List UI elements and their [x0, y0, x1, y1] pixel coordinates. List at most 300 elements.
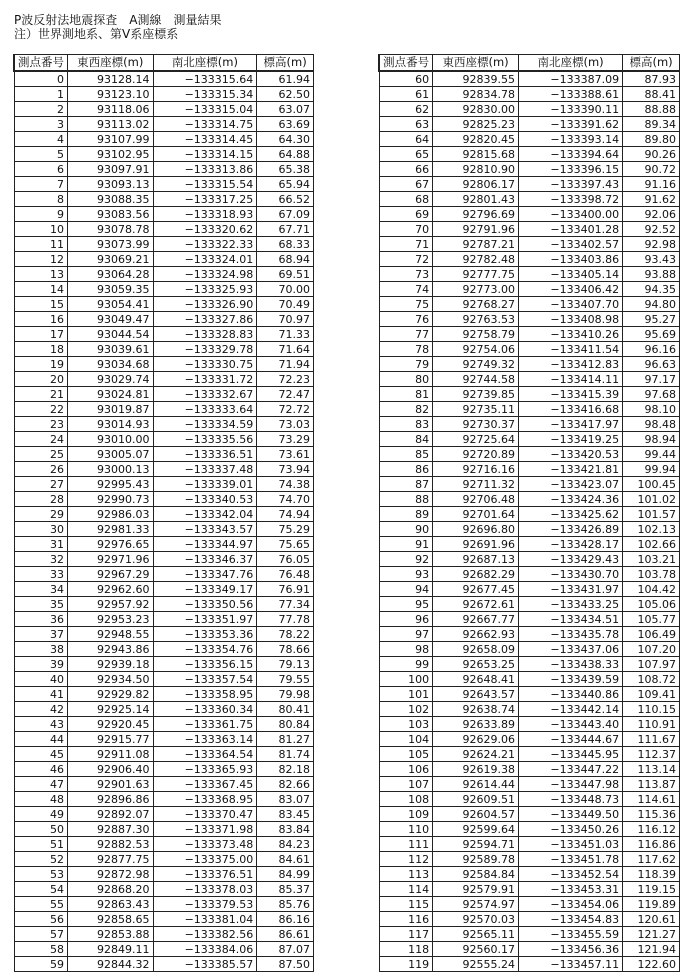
point-number-cell: 31	[14, 537, 67, 552]
elevation-cell: 82.66	[257, 777, 314, 792]
table-row	[379, 822, 680, 837]
northing-cell: −133447.22	[519, 762, 623, 777]
northing-cell: −133347.76	[153, 567, 257, 582]
easting-cell: 92971.96	[67, 552, 153, 567]
northing-cell: −133315.54	[153, 177, 257, 192]
northing-cell: −133443.40	[519, 717, 623, 732]
northing-cell: −133354.76	[153, 642, 257, 657]
point-number-cell: 13	[14, 267, 67, 282]
easting-cell: 92706.48	[433, 492, 519, 507]
table-row	[14, 522, 314, 537]
point-number-cell: 33	[14, 567, 67, 582]
elevation-cell: 87.50	[257, 957, 314, 972]
point-number-cell: 25	[14, 447, 67, 462]
table-row	[14, 492, 314, 507]
easting-cell: 93054.41	[67, 297, 153, 312]
point-number-cell: 17	[14, 327, 67, 342]
elevation-cell: 77.78	[257, 612, 314, 627]
easting-cell: 92957.92	[67, 597, 153, 612]
point-number-cell: 7	[14, 177, 67, 192]
elevation-cell: 80.84	[257, 717, 314, 732]
elevation-cell: 68.94	[257, 252, 314, 267]
table-row	[14, 612, 314, 627]
table-row	[379, 552, 680, 567]
easting-cell: 92653.25	[433, 657, 519, 672]
table-row	[14, 507, 314, 522]
coordinate-system-note: 注）世界測地系、第Ⅴ系座標系	[14, 27, 179, 41]
point-number-cell: 16	[14, 312, 67, 327]
point-number-cell: 117	[379, 927, 433, 942]
easting-cell: 92735.11	[433, 402, 519, 417]
easting-cell: 92882.53	[67, 837, 153, 852]
table-row	[379, 642, 680, 657]
table-row	[14, 687, 314, 702]
table-row	[379, 387, 680, 402]
northing-cell: −133421.81	[519, 462, 623, 477]
northing-cell: −133365.93	[153, 762, 257, 777]
northing-cell: −133379.53	[153, 897, 257, 912]
elevation-cell: 76.48	[257, 567, 314, 582]
northing-cell: −133410.26	[519, 327, 623, 342]
point-number-cell: 2	[14, 102, 67, 117]
table-row	[379, 162, 680, 177]
elevation-cell: 115.36	[623, 807, 680, 822]
point-number-cell: 87	[379, 477, 433, 492]
northing-cell: −133440.86	[519, 687, 623, 702]
point-number-cell: 47	[14, 777, 67, 792]
elevation-cell: 100.45	[623, 477, 680, 492]
northing-cell: −133454.06	[519, 897, 623, 912]
easting-cell: 93019.87	[67, 402, 153, 417]
northing-cell: −133414.11	[519, 372, 623, 387]
northing-cell: −133326.90	[153, 297, 257, 312]
elevation-cell: 105.06	[623, 597, 680, 612]
table-row	[379, 282, 680, 297]
northing-cell: −133361.75	[153, 717, 257, 732]
northing-cell: −133428.17	[519, 537, 623, 552]
point-number-cell: 81	[379, 387, 433, 402]
elevation-cell: 121.27	[623, 927, 680, 942]
table-row	[379, 402, 680, 417]
northing-cell: −133426.89	[519, 522, 623, 537]
northing-cell: −133314.45	[153, 132, 257, 147]
point-number-cell: 80	[379, 372, 433, 387]
easting-cell: 92648.41	[433, 672, 519, 687]
easting-cell: 92877.75	[67, 852, 153, 867]
elevation-cell: 95.69	[623, 327, 680, 342]
northing-cell: −133382.56	[153, 927, 257, 942]
easting-cell: 92716.16	[433, 462, 519, 477]
table-row	[379, 267, 680, 282]
easting-cell: 92830.00	[433, 102, 519, 117]
elevation-cell: 116.86	[623, 837, 680, 852]
point-number-cell: 54	[14, 882, 67, 897]
elevation-cell: 66.52	[257, 192, 314, 207]
table-row	[379, 762, 680, 777]
elevation-cell: 61.94	[257, 71, 314, 87]
elevation-cell: 108.72	[623, 672, 680, 687]
table-row	[379, 582, 680, 597]
northing-cell: −133408.98	[519, 312, 623, 327]
point-number-cell: 93	[379, 567, 433, 582]
point-number-cell: 61	[379, 87, 433, 102]
point-number-cell: 57	[14, 927, 67, 942]
northing-cell: −133349.17	[153, 582, 257, 597]
easting-cell: 92754.06	[433, 342, 519, 357]
table-row	[379, 867, 680, 882]
northing-cell: −133385.57	[153, 957, 257, 972]
table-row	[14, 822, 314, 837]
point-number-cell: 77	[379, 327, 433, 342]
table-row	[14, 147, 314, 162]
elevation-cell: 81.74	[257, 747, 314, 762]
point-number-cell: 118	[379, 942, 433, 957]
elevation-cell: 94.35	[623, 282, 680, 297]
easting-cell: 93064.28	[67, 267, 153, 282]
point-number-cell: 62	[379, 102, 433, 117]
easting-cell: 92555.24	[433, 957, 519, 972]
northing-cell: −133405.14	[519, 267, 623, 282]
point-number-cell: 58	[14, 942, 67, 957]
point-number-cell: 3	[14, 117, 67, 132]
easting-cell: 92810.90	[433, 162, 519, 177]
elevation-cell: 105.77	[623, 612, 680, 627]
northing-cell: −133317.25	[153, 192, 257, 207]
point-number-cell: 26	[14, 462, 67, 477]
easting-cell: 92925.14	[67, 702, 153, 717]
table-row	[14, 597, 314, 612]
point-number-cell: 108	[379, 792, 433, 807]
northing-cell: −133364.54	[153, 747, 257, 762]
northing-cell: −133376.51	[153, 867, 257, 882]
northing-cell: −133344.97	[153, 537, 257, 552]
point-number-cell: 107	[379, 777, 433, 792]
northing-cell: −133442.14	[519, 702, 623, 717]
point-number-cell: 40	[14, 672, 67, 687]
elevation-cell: 99.44	[623, 447, 680, 462]
elevation-cell: 91.16	[623, 177, 680, 192]
point-number-cell: 92	[379, 552, 433, 567]
table-row	[379, 747, 680, 762]
elevation-cell: 83.07	[257, 792, 314, 807]
elevation-cell: 82.18	[257, 762, 314, 777]
northing-cell: −133394.64	[519, 147, 623, 162]
northing-cell: −133353.36	[153, 627, 257, 642]
elevation-cell: 73.61	[257, 447, 314, 462]
elevation-cell: 74.94	[257, 507, 314, 522]
table-row	[14, 267, 314, 282]
northing-cell: −133454.83	[519, 912, 623, 927]
easting-cell: 92691.96	[433, 537, 519, 552]
point-number-cell: 1	[14, 87, 67, 102]
easting-cell: 92730.37	[433, 417, 519, 432]
easting-cell: 93123.10	[67, 87, 153, 102]
table-row	[379, 207, 680, 222]
easting-cell: 92967.29	[67, 567, 153, 582]
point-number-cell: 95	[379, 597, 433, 612]
table-row	[14, 237, 314, 252]
northing-cell: −133388.61	[519, 87, 623, 102]
point-number-cell: 36	[14, 612, 67, 627]
easting-cell: 92976.65	[67, 537, 153, 552]
point-number-cell: 64	[379, 132, 433, 147]
elevation-cell: 71.64	[257, 342, 314, 357]
table-row	[379, 432, 680, 447]
northing-cell: −133370.47	[153, 807, 257, 822]
northing-cell: −133438.33	[519, 657, 623, 672]
northing-cell: −133429.43	[519, 552, 623, 567]
easting-cell: 92773.00	[433, 282, 519, 297]
table-row	[14, 732, 314, 747]
table-row	[14, 297, 314, 312]
elevation-cell: 72.47	[257, 387, 314, 402]
easting-cell: 93088.35	[67, 192, 153, 207]
northing-cell: −133402.57	[519, 237, 623, 252]
point-number-cell: 11	[14, 237, 67, 252]
northing-cell: −133378.03	[153, 882, 257, 897]
easting-cell: 92915.77	[67, 732, 153, 747]
point-number-cell: 14	[14, 282, 67, 297]
northing-cell: −133342.04	[153, 507, 257, 522]
table-row	[379, 237, 680, 252]
easting-cell: 92990.73	[67, 492, 153, 507]
northing-cell: −133332.67	[153, 387, 257, 402]
elevation-cell: 75.65	[257, 537, 314, 552]
table-row	[379, 897, 680, 912]
northing-cell: −133314.15	[153, 147, 257, 162]
northing-cell: −133406.42	[519, 282, 623, 297]
point-number-cell: 53	[14, 867, 67, 882]
northing-cell: −133358.95	[153, 687, 257, 702]
document-title: P波反射法地震探査 A測線 測量結果	[14, 13, 222, 27]
northing-cell: −133360.34	[153, 702, 257, 717]
table-row	[14, 222, 314, 237]
elevation-cell: 62.50	[257, 87, 314, 102]
elevation-cell: 101.57	[623, 507, 680, 522]
easting-cell: 92849.11	[67, 942, 153, 957]
easting-cell: 92981.33	[67, 522, 153, 537]
easting-cell: 92763.53	[433, 312, 519, 327]
point-number-cell: 28	[14, 492, 67, 507]
northing-cell: −133430.70	[519, 567, 623, 582]
table-row	[14, 432, 314, 447]
northing-cell: −133435.78	[519, 627, 623, 642]
northing-cell: −133329.78	[153, 342, 257, 357]
table-row	[14, 582, 314, 597]
northing-cell: −133419.25	[519, 432, 623, 447]
table-row	[14, 357, 314, 372]
point-number-cell: 4	[14, 132, 67, 147]
easting-cell: 92791.96	[433, 222, 519, 237]
table-row	[379, 537, 680, 552]
northing-cell: −133373.48	[153, 837, 257, 852]
point-number-cell: 116	[379, 912, 433, 927]
easting-cell: 92672.61	[433, 597, 519, 612]
elevation-cell: 77.34	[257, 597, 314, 612]
point-number-cell: 112	[379, 852, 433, 867]
easting-cell: 92682.29	[433, 567, 519, 582]
northing-cell: −133420.53	[519, 447, 623, 462]
elevation-cell: 86.61	[257, 927, 314, 942]
point-number-cell: 78	[379, 342, 433, 357]
table-row	[14, 402, 314, 417]
elevation-cell: 76.05	[257, 552, 314, 567]
elevation-cell: 67.71	[257, 222, 314, 237]
table-row	[379, 102, 680, 117]
table-row	[14, 777, 314, 792]
table-row	[379, 702, 680, 717]
elevation-cell: 112.37	[623, 747, 680, 762]
easting-cell: 92844.32	[67, 957, 153, 972]
table-row	[14, 897, 314, 912]
header-elevation: 標高(m)	[623, 55, 680, 72]
table-row	[379, 147, 680, 162]
elevation-cell: 92.06	[623, 207, 680, 222]
northing-cell: −133397.43	[519, 177, 623, 192]
easting-cell: 93029.74	[67, 372, 153, 387]
point-number-cell: 104	[379, 732, 433, 747]
table-row	[379, 522, 680, 537]
northing-cell: −133337.48	[153, 462, 257, 477]
table-header-row	[379, 55, 680, 72]
point-number-cell: 18	[14, 342, 67, 357]
elevation-cell: 83.84	[257, 822, 314, 837]
northing-cell: −133433.25	[519, 597, 623, 612]
easting-cell: 93078.78	[67, 222, 153, 237]
easting-cell: 93034.68	[67, 357, 153, 372]
easting-cell: 92584.84	[433, 867, 519, 882]
point-number-cell: 10	[14, 222, 67, 237]
northing-cell: −133450.26	[519, 822, 623, 837]
easting-cell: 93113.02	[67, 117, 153, 132]
elevation-cell: 72.72	[257, 402, 314, 417]
table-row	[379, 87, 680, 102]
northing-cell: −133400.00	[519, 207, 623, 222]
table-row	[379, 927, 680, 942]
easting-cell: 92820.45	[433, 132, 519, 147]
easting-cell: 92929.82	[67, 687, 153, 702]
point-number-cell: 79	[379, 357, 433, 372]
easting-cell: 92825.23	[433, 117, 519, 132]
northing-cell: −133346.37	[153, 552, 257, 567]
elevation-cell: 102.13	[623, 522, 680, 537]
northing-cell: −133448.73	[519, 792, 623, 807]
table-row	[379, 957, 680, 972]
easting-cell: 92911.08	[67, 747, 153, 762]
table-row	[14, 462, 314, 477]
northing-cell: −133334.59	[153, 417, 257, 432]
elevation-cell: 98.10	[623, 402, 680, 417]
table-row	[14, 957, 314, 972]
easting-cell: 92796.69	[433, 207, 519, 222]
point-number-cell: 50	[14, 822, 67, 837]
table-row	[14, 417, 314, 432]
table-row	[14, 747, 314, 762]
table-row	[379, 417, 680, 432]
easting-cell: 93005.07	[67, 447, 153, 462]
northing-cell: −133330.75	[153, 357, 257, 372]
northing-cell: −133455.59	[519, 927, 623, 942]
easting-cell: 92720.89	[433, 447, 519, 462]
point-number-cell: 46	[14, 762, 67, 777]
point-number-cell: 43	[14, 717, 67, 732]
point-number-cell: 70	[379, 222, 433, 237]
table-row	[14, 792, 314, 807]
elevation-cell: 96.16	[623, 342, 680, 357]
table-row	[14, 162, 314, 177]
table-header-row	[14, 55, 314, 72]
point-number-cell: 20	[14, 372, 67, 387]
easting-cell: 92815.68	[433, 147, 519, 162]
elevation-cell: 68.33	[257, 237, 314, 252]
northing-cell: −133403.86	[519, 252, 623, 267]
point-number-cell: 38	[14, 642, 67, 657]
table-row	[14, 132, 314, 147]
elevation-cell: 81.27	[257, 732, 314, 747]
point-number-cell: 111	[379, 837, 433, 852]
elevation-cell: 63.69	[257, 117, 314, 132]
northing-cell: −133339.01	[153, 477, 257, 492]
easting-cell: 93010.00	[67, 432, 153, 447]
elevation-cell: 76.91	[257, 582, 314, 597]
table-row	[379, 837, 680, 852]
point-number-cell: 63	[379, 117, 433, 132]
easting-cell: 92758.79	[433, 327, 519, 342]
easting-cell: 93039.61	[67, 342, 153, 357]
northing-cell: −133350.56	[153, 597, 257, 612]
table-row	[379, 612, 680, 627]
point-number-cell: 85	[379, 447, 433, 462]
easting-cell: 92629.06	[433, 732, 519, 747]
table-row	[14, 387, 314, 402]
table-row	[379, 297, 680, 312]
easting-cell: 92948.55	[67, 627, 153, 642]
point-number-cell: 65	[379, 147, 433, 162]
table-row	[379, 807, 680, 822]
table-row	[379, 717, 680, 732]
elevation-cell: 110.91	[623, 717, 680, 732]
point-number-cell: 44	[14, 732, 67, 747]
table-row	[379, 327, 680, 342]
easting-cell: 92863.43	[67, 897, 153, 912]
elevation-cell: 89.80	[623, 132, 680, 147]
easting-cell: 92892.07	[67, 807, 153, 822]
northing-cell: −133384.06	[153, 942, 257, 957]
elevation-cell: 97.68	[623, 387, 680, 402]
point-number-cell: 84	[379, 432, 433, 447]
elevation-cell: 114.61	[623, 792, 680, 807]
table-row	[14, 867, 314, 882]
point-number-cell: 119	[379, 957, 433, 972]
northing-cell: −133396.15	[519, 162, 623, 177]
table-row	[379, 567, 680, 582]
point-number-cell: 35	[14, 597, 67, 612]
easting-cell: 92801.43	[433, 192, 519, 207]
easting-cell: 93000.13	[67, 462, 153, 477]
northing-cell: −133439.59	[519, 672, 623, 687]
table-row	[14, 912, 314, 927]
header-northing: 南北座標(m)	[519, 55, 623, 72]
northing-cell: −133325.93	[153, 282, 257, 297]
point-number-cell: 56	[14, 912, 67, 927]
easting-cell: 92887.30	[67, 822, 153, 837]
northing-cell: −133423.07	[519, 477, 623, 492]
easting-cell: 92667.77	[433, 612, 519, 627]
table-row	[379, 132, 680, 147]
point-number-cell: 99	[379, 657, 433, 672]
point-number-cell: 34	[14, 582, 67, 597]
table-row	[379, 372, 680, 387]
